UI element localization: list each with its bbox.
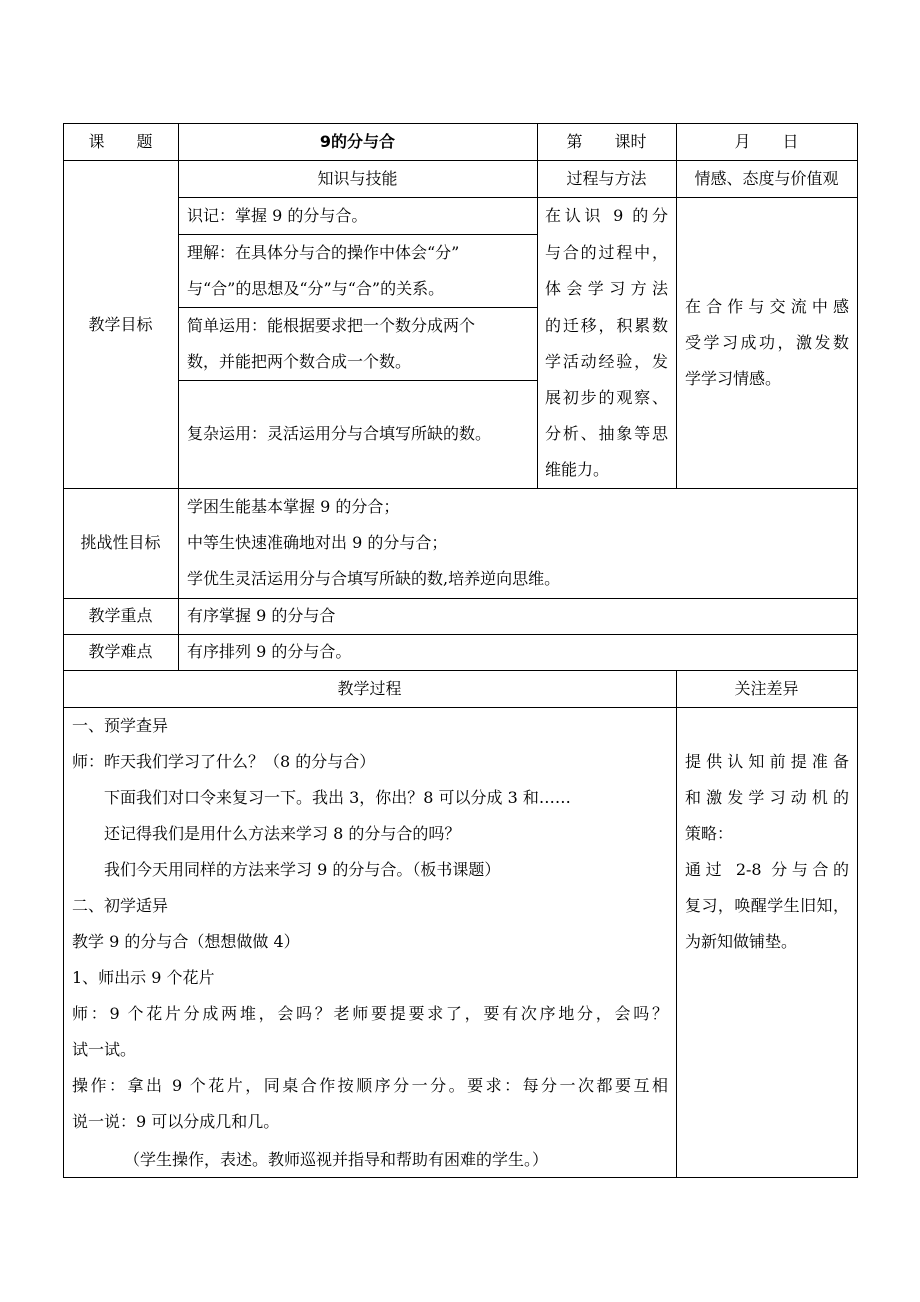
goal-simple-line-1: 简单运用：能根据要求把一个数分成两个 [187,316,476,335]
difference-note-line: 为新知做铺垫。 [685,932,798,951]
process-section-heading: 教学过程 [337,679,402,698]
process-line: 与合的过程中， [545,243,668,262]
process-text-line: 还记得我们是用什么方法来学习 8 的分与合的吗？ [104,824,461,843]
lesson-title: 9的分与合 [319,132,396,151]
process-line: 分析、抽象等思 [545,424,668,443]
difference-note-line: 和激发学习动机的 [685,788,849,807]
difference-note-line: 通过 2-8 分与合的 [685,860,849,879]
goal-understand-line-1: 理解：在具体分与合的操作中体会“分” [187,243,460,262]
attitude-line: 在合作与交流中感 [685,297,849,316]
key-point-text: 有序掌握 9 的分与合 [187,606,336,625]
section-2-title: 二、初学适异 [72,896,169,915]
process-line: 学活动经验，发 [545,352,668,371]
section-1-title: 一、预学查异 [72,716,169,735]
date-label: 月 日 [734,132,799,151]
topic-label: 课 题 [88,132,153,151]
process-line: 维能力。 [545,460,610,479]
teacher-instruction-line-2: 试一试。 [72,1040,137,1059]
differences-heading: 关注差异 [734,679,799,698]
challenge-line: 中等生快速准确地对出 9 的分与合； [187,533,448,552]
attitude-line: 学学习情感。 [685,369,782,388]
key-point-label: 教学重点 [88,606,153,625]
period-label: 第 课时 [566,132,647,151]
goal-complex: 复杂运用：灵活运用分与合填写所缺的数。 [187,424,492,443]
step-1: 1、师出示 9 个花片 [72,968,215,987]
attitude-line: 受学习成功，激发数 [685,333,849,352]
section-2-subtitle: 教学 9 的分与合（想想做做 4） [72,932,300,951]
operation-line-1: 操作：拿出 9 个花片，同桌合作按顺序分一分。要求：每分一次都要互相 [72,1076,668,1095]
goals-label: 教学目标 [88,315,153,334]
goal-simple-line-2: 数，并能把两个数合成一个数。 [187,352,412,371]
challenge-line: 学优生灵活运用分与合填写所缺的数,培养逆向思维。 [187,569,561,588]
process-heading: 过程与方法 [566,169,647,188]
challenge-label: 挑战性目标 [80,533,161,552]
process-line: 在认识 9 的分 [545,206,668,225]
teacher-question: 师：昨天我们学习了什么？（8 的分与合） [72,752,376,771]
difference-note-line: 提供认知前提准备 [685,752,849,771]
process-text-line: 下面我们对口令来复习一下。我出 3，你出？8 可以分成 3 和…… [104,788,571,807]
difficulty-text: 有序排列 9 的分与合。 [187,642,352,661]
goal-understand-line-2: 与“合”的思想及“分”与“合”的关系。 [187,279,445,298]
process-line: 的迁移，积累数 [545,316,668,335]
knowledge-heading: 知识与技能 [317,169,398,188]
difference-note-line: 策略： [685,824,734,843]
student-operation-note: （学生操作，表述。教师巡视并指导和帮助有困难的学生。） [124,1150,549,1169]
process-line: 体会学习方法 [545,279,668,298]
difficulty-label: 教学难点 [88,642,153,661]
challenge-line: 学困生能基本掌握 9 的分合； [187,497,400,516]
process-text-line: 我们今天用同样的方法来学习 9 的分与合。（板书课题） [104,860,501,879]
attitude-heading: 情感、态度与价值观 [694,169,839,188]
teacher-instruction-line-1: 师：9 个花片分成两堆，会吗？老师要提要求了，要有次序地分，会吗？ [72,1004,668,1023]
difference-note-line: 复习，唤醒学生旧知， [685,896,849,915]
process-line: 展初步的观察、 [545,388,668,407]
operation-line-2: 说一说：9 可以分成几和几。 [72,1112,280,1131]
goal-remember: 识记：掌握 9 的分与合。 [187,206,368,225]
